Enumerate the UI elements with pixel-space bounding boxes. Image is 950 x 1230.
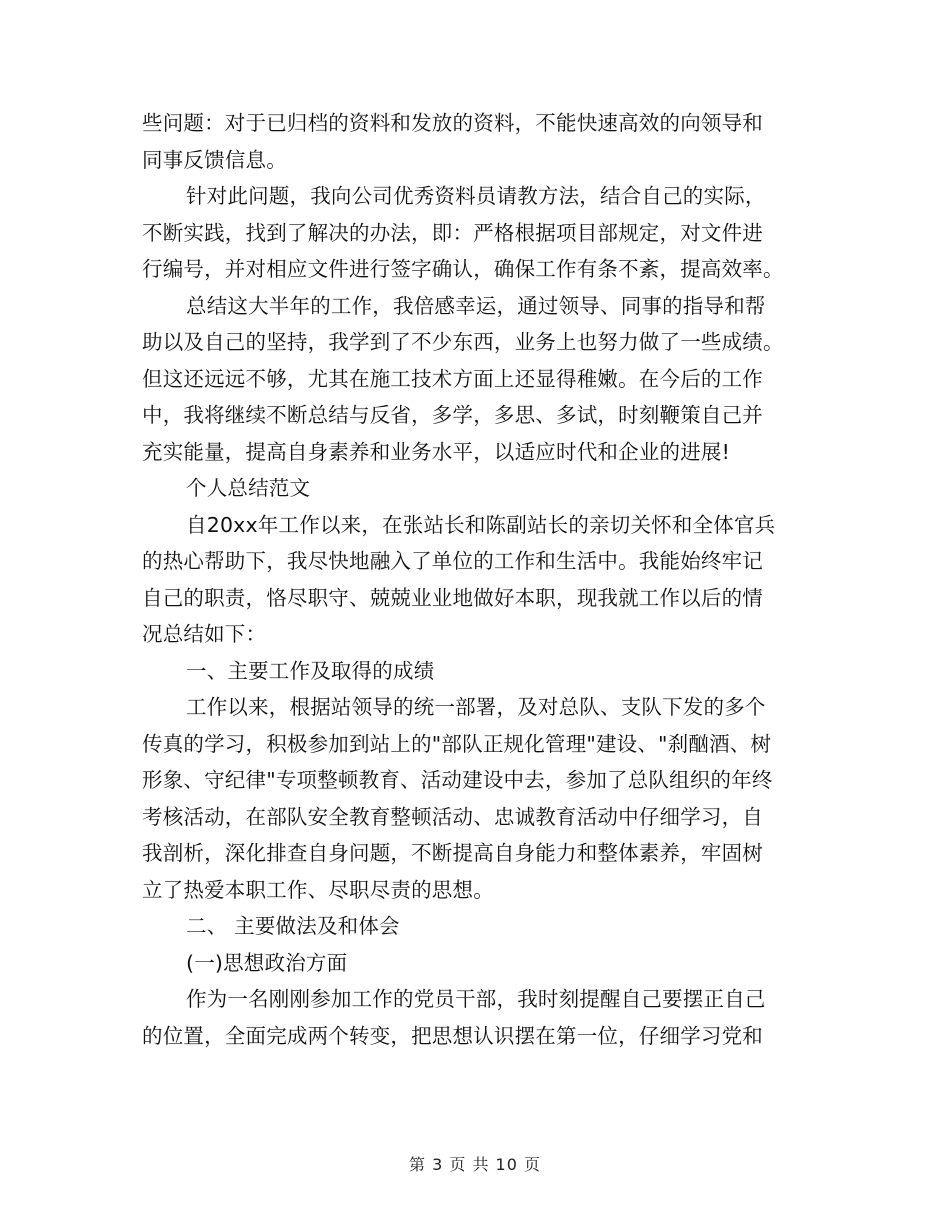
text-line: 自己的职责，恪尽职守、兢兢业业地做好本职，现我就工作以后的情 — [142, 585, 763, 610]
text-line: 同事反馈信息。 — [142, 147, 287, 172]
page-footer: 第 3 页 共 10 页 — [409, 1155, 541, 1174]
text-line: 中，我将继续不断总结与反省，多学，多思、多试，时刻鞭策自己并 — [142, 403, 763, 427]
text-line: 一、主要工作及取得的成绩 — [186, 658, 435, 683]
text-line: 况总结如下： — [142, 622, 267, 646]
text-line: 形象、守纪律"专项整顿教育、活动建设中去，参加了总队组织的年终 — [142, 768, 773, 792]
text-line: 些问题：对于已归档的资料和发放的资料，不能快速高效的向领导和 — [142, 111, 763, 135]
text-line: 作为一名刚刚参加工作的党员干部，我时刻提醒自己要摆正自己 — [186, 987, 766, 1011]
text-line: 充实能量，提高自身素养和业务水平，以适应时代和企业的进展! — [142, 439, 731, 464]
text-line: 自20xx年工作以来，在张站长和陈副站长的亲切关怀和全体官兵 — [186, 512, 776, 537]
text-line: 不断实践，找到了解决的办法，即：严格根据项目部规定，对文件进 — [142, 220, 763, 245]
text-line: 我剖析，深化排查自身问题，不断提高自身能力和整体素养，牢固树 — [142, 841, 763, 865]
text-line: 但这还远远不够，尤其在施工技术方面上还显得稚嫩。在今后的工作 — [142, 366, 763, 391]
text-line: 传真的学习，积极参加到站上的"部队正规化管理"建设、"刹酗酒、树 — [142, 731, 772, 756]
text-line: 立了热爱本职工作、尽职尽责的思想。 — [142, 877, 494, 902]
text-line: 针对此问题，我向公司优秀资料员请教方法，结合自己的实际， — [186, 184, 766, 208]
document-body — [142, 105, 812, 1054]
text-line: (一)思想政治方面 — [186, 950, 348, 975]
text-line: 的热心帮助下，我尽快地融入了单位的工作和生活中。我能始终牢记 — [142, 549, 763, 573]
text-line: 个人总结范文 — [186, 476, 311, 500]
text-line: 二、 主要做法及和体会 — [186, 914, 400, 938]
text-line: 助以及自己的坚持，我学到了不少东西，业务上也努力做了一些成绩。 — [142, 330, 784, 354]
text-line: 的位置，全面完成两个转变，把思想认识摆在第一位，仔细学习党和 — [142, 1023, 763, 1048]
text-line: 考核活动，在部队安全教育整顿活动、忠诚教育活动中仔细学习，自 — [142, 804, 763, 829]
text-line: 行编号，并对相应文件进行签字确认，确保工作有条不紊，提高效率。 — [142, 257, 784, 281]
text-line: 总结这大半年的工作，我倍感幸运，通过领导、同事的指导和帮 — [186, 293, 766, 318]
text-line: 工作以来，根据站领导的统一部署，及对总队、支队下发的多个 — [186, 695, 766, 719]
